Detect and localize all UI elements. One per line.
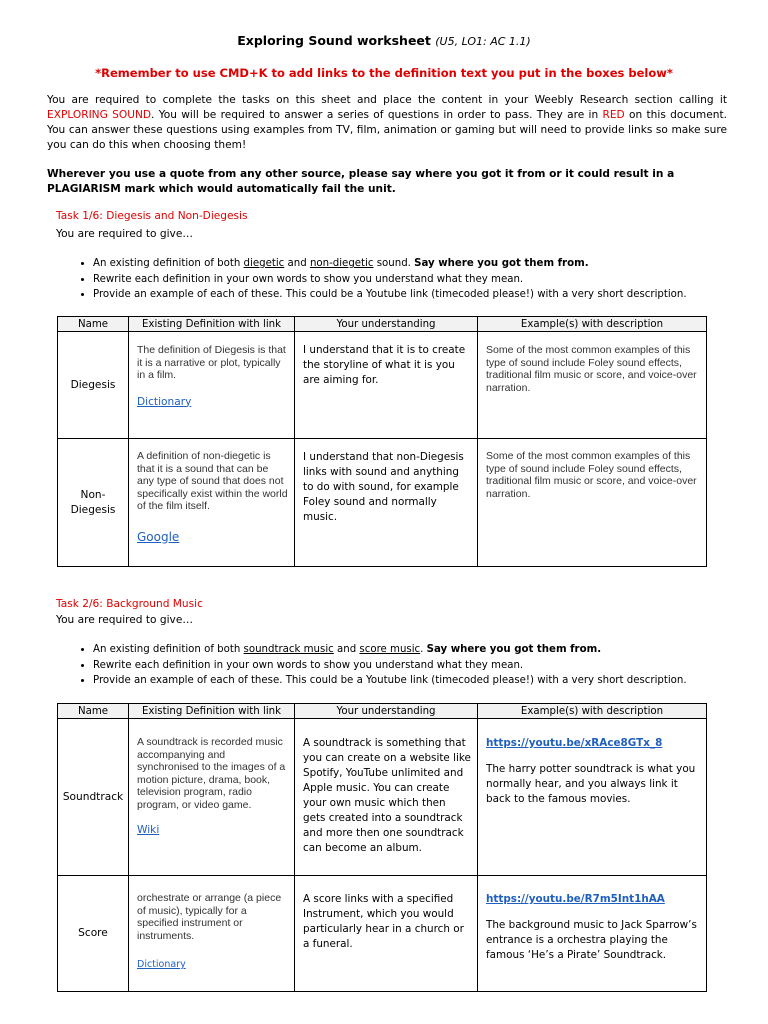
title-code: (U5, LO1: AC 1.1) xyxy=(435,35,531,48)
understanding-cell xyxy=(295,876,478,992)
task1-b1-diegetic: diegetic xyxy=(243,258,285,269)
dictionary-link[interactable]: Dictionary xyxy=(137,395,192,408)
example-cell xyxy=(478,332,707,439)
task2-bullet-1 xyxy=(93,642,733,658)
understanding-cell xyxy=(295,332,478,439)
example-cell xyxy=(478,719,707,876)
task1-b1-mid: and xyxy=(284,258,310,269)
dictionary-link[interactable]: Dictionary xyxy=(137,959,186,970)
soundtrack-youtube-link[interactable]: https://youtu.be/xRAce8GTx_8 xyxy=(486,737,663,749)
header-example: Example(s) with description xyxy=(478,317,707,332)
google-link[interactable]: Google xyxy=(137,529,180,544)
header-name: Name xyxy=(58,317,129,332)
task1-b1-nondiegetic: non-diegetic xyxy=(309,258,374,269)
reminder-text: *Remember to use CMD+K to add links to the definition text you put in the boxes below* xyxy=(95,66,673,80)
task2-b1-pre: An existing definition of both xyxy=(93,644,244,655)
intro-p2: . You will be required to answer a series of questions in order to pass. They are in xyxy=(151,109,603,121)
task1-b1-post: sound. xyxy=(373,258,415,269)
example-text: The background music to Jack Sparrow’s entrance is a orchestra playing the famous ‘He’s a Pirate’ Soundtrack. xyxy=(486,919,697,961)
intro-red-red: RED xyxy=(602,109,625,121)
task1-bullet-2: • Rewrite each definition in your own words to show you understand what they mean. xyxy=(93,272,733,288)
task1-heading: Task 1/6: Diegesis and Non-Diegesis xyxy=(56,210,248,222)
task1-bullets xyxy=(74,256,733,303)
table-row xyxy=(58,876,707,992)
page-title xyxy=(0,33,768,48)
row-name: Score xyxy=(58,876,129,992)
example-cell xyxy=(478,439,707,567)
example-cell xyxy=(478,876,707,992)
task2-table xyxy=(57,703,707,992)
understanding-cell xyxy=(295,719,478,876)
understanding-text: I understand that it is to create the storyline of what it is you are aiming for. xyxy=(303,344,466,386)
task2-bullet-3: • Provide an example of each of these. This could be a Youtube link (timecoded please!) with a very short description. xyxy=(93,673,733,689)
definition-text: orchestrate or arrange (a piece of music), typically for a specified instrument or instruments. xyxy=(137,892,282,942)
intro-red-exploring: EXPLORING SOUND xyxy=(47,109,152,121)
example-text: Some of the most common examples of this type of sound include Foley sound effects, traditional film music or score, and voice-over narration. xyxy=(486,450,697,500)
intro-paragraph xyxy=(47,93,727,153)
row-name: Diegesis xyxy=(58,332,129,439)
definition-text: The definition of Diegesis is that it is a narrative or plot, typically in a film. xyxy=(137,344,286,381)
understanding-text: I understand that non-Diegesis links with sound and anything to do with sound, for example Foley sound and normally music. xyxy=(303,451,464,523)
table-row xyxy=(58,719,707,876)
wiki-link[interactable]: Wiki xyxy=(137,824,160,836)
task2-b1-soundtrack: soundtrack music xyxy=(243,644,334,655)
task2-b1-post: . xyxy=(420,644,427,655)
task1-subheading: You are required to give… xyxy=(56,228,193,240)
definition-cell xyxy=(129,439,295,567)
understanding-text: A score links with a specified Instrument, which you would particularly hear in a church or a funeral. xyxy=(303,893,464,950)
header-understanding: Your understanding xyxy=(295,317,478,332)
definition-text: A definition of non-diegetic is that it is a sound that can be any type of sound that does not specifically exist within the world of the film itself. xyxy=(137,450,288,512)
task1-b1-pre: An existing definition of both xyxy=(93,258,244,269)
intro-p3: on this document. You can answer these questions using examples from TV, film, animation or gaming but will need to provide links so make sure you can do this when choosing them! xyxy=(47,109,727,151)
intro-p1: You are required to complete the tasks on this sheet and place the content in your Weebly Research section calling it xyxy=(47,94,727,106)
understanding-text: A soundtrack is something that you can create on a website like Spotify, YouTube unlimited and Apple music. You can create your own music which then gets created into a soundtrack and more then one soundtrack can become an album. xyxy=(303,737,471,854)
task1-bullet-1 xyxy=(93,256,733,272)
score-youtube-link[interactable]: https://youtu.be/R7m5Int1hAA xyxy=(486,893,665,905)
task2-b1-score: score music xyxy=(359,644,421,655)
task2-subheading: You are required to give… xyxy=(56,614,193,626)
row-name xyxy=(58,439,129,567)
row-name-text: Non-Diegesis xyxy=(70,488,116,516)
header-name: Name xyxy=(58,704,129,719)
row-name: Soundtrack xyxy=(58,719,129,876)
header-definition: Existing Definition with link xyxy=(129,317,295,332)
task2-header-row xyxy=(58,704,707,719)
definition-cell xyxy=(129,332,295,439)
task1-bullet-3: • Provide an example of each of these. This could be a Youtube link (timecoded please!) with a very short description. xyxy=(93,287,733,303)
header-understanding: Your understanding xyxy=(295,704,478,719)
table-row xyxy=(58,439,707,567)
definition-cell xyxy=(129,876,295,992)
task2-b1-mid: and xyxy=(333,644,360,655)
definition-cell xyxy=(129,719,295,876)
example-text: The harry potter soundtrack is what you normally hear, and you always link it back to the famous movies. xyxy=(486,763,696,805)
task2-heading: Task 2/6: Background Music xyxy=(56,598,203,610)
task1-header-row xyxy=(58,317,707,332)
task1-table xyxy=(57,316,707,567)
example-text: Some of the most common examples of this type of sound include Foley sound effects, traditional film music or score, and voice-over narration. xyxy=(486,344,697,394)
task2-b1-bold: Say where you got them from. xyxy=(426,644,602,655)
plagiarism-warning: Wherever you use a quote from any other source, please say where you got it from or it could result in a PLAGIARISM mark which would automatically fail the unit. xyxy=(47,168,675,195)
table-row xyxy=(58,332,707,439)
task2-bullet-2: • Rewrite each definition in your own words to show you understand what they mean. xyxy=(93,658,733,674)
header-definition: Existing Definition with link xyxy=(129,704,295,719)
title-main: Exploring Sound worksheet xyxy=(237,33,431,48)
task1-b1-bold: Say where you got them from. xyxy=(414,258,589,269)
understanding-cell xyxy=(295,439,478,567)
header-example: Example(s) with description xyxy=(478,704,707,719)
definition-text: A soundtrack is recorded music accompanying and synchronised to the images of a motion picture, drama, book, television program, radio program, or video game. xyxy=(137,736,286,811)
task2-bullets xyxy=(74,642,733,689)
